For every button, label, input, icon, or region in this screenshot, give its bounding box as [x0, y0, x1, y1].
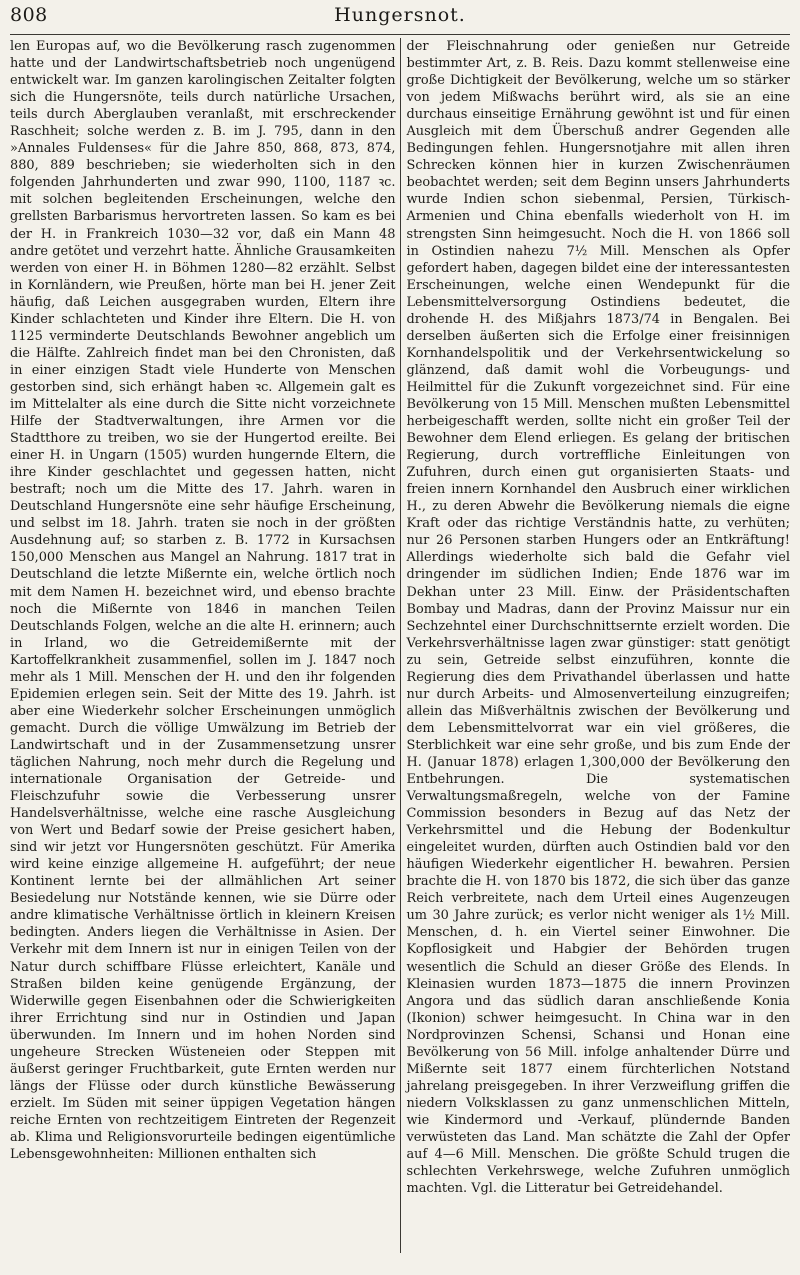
- text-columns: [10, 38, 790, 1253]
- left-column: [10, 38, 400, 1253]
- page-number: 808: [10, 4, 48, 26]
- left-column-text: len Europas auf, wo die Bevölkerung rasch zugenommen hatte und der Landwirtschaftsbetrieb noch ungenügend entwickelt war. Im ganzen karolingischen Zeitalter folgten sich die Hungersnöte, teils durch natürliche Ursachen, teils durch Aberglauben veranlaßt, mit erschreckender Raschheit; solche werden z. B. im J. 795, dann in den »Annales Fuldenses« für die Jahre 850, 868, 873, 874, 880, 889 beschrieben; sie wiederholten sich in den folgenden Jahrhunderten und zwar 990, 1100, 1187 ꝛc. mit solchen begleitenden Erscheinungen, welche den grellsten Barbarismus hervortreten lassen. So kam es bei der H. in Frankreich 1030—32 vor, daß ein Mann 48 andre getötet und verzehrt hatte. Ähnliche Grausamkeiten werden von einer H. in Böhmen 1280—82 erzählt. Selbst in Kornländern, wie Preußen, hörte man bei H. jener Zeit häufig, daß Leichen ausgegraben wurden, Eltern ihre Kinder schlachteten und Kinder ihre Eltern. Die H. von 1125 verminderte Deutschlands Bewohner angeblich um die Hälfte. Zahlreich findet man bei den Chronisten, daß in einer einzigen Stadt viele Hunderte von Menschen gestorben sind, sich erhängt haben ꝛc. Allgemein galt es im Mittelalter als eine durch die Sitte nicht vorzeichnete Hilfe der Stadtverwaltungen, ihre Armen vor die Stadtthore zu treiben, wo sie der Hungertod ereilte. Bei einer H. in Ungarn (1505) wurden hungernde Eltern, die ihre Kinder geschlachtet und gegessen hatten, nicht bestraft; noch um die Mitte des 17. Jahrh. waren in Deutschland Hungersnöte eine sehr häufige Erscheinung, und selbst im 18. Jahrh. traten sie noch in der größten Ausdehnung auf; so starben z. B. 1772 in Kursachsen 150,000 Menschen aus Mangel an Nahrung. 1817 trat in Deutschland die letzte Mißernte ein, welche örtlich noch mit dem Namen H. bezeichnet wird, und ebenso brachte noch die Mißernte von 1846 in manchen Teilen Deutschlands Folgen, welche an die alte H. erinnern; auch in Irland, wo die Getreidemißernte mit der Kartoffelkrankheit zusammenfiel, sollen im J. 1847 noch mehr als 1 Mill. Menschen der H. und den ihr folgenden Epidemien erlegen sein. Seit der Mitte des 19. Jahrh. ist aber eine Wiederkehr solcher Erscheinungen unmöglich gemacht. Durch die völlige Umwälzung im Betrieb der Landwirtschaft und in der Zusammensetzung unsrer täglichen Nahrung, noch mehr durch die Regelung und internationale Organisation der Getreide- und Fleischzufuhr sowie die Verbesserung unsrer Handelsverhältnisse, welche eine rasche Ausgleichung von Wert und Bedarf sowie der Preise gesichert haben, sind wir jetzt vor Hungersnöten geschützt. Für Amerika wird keine einzige allgemeine H. aufgeführt; der neue Kontinent lernte bei der allmählichen Art seiner Besiedelung nur Notstände kennen, wie sie Dürre oder andre klimatische Verhältnisse örtlich in kleinern Kreisen bedingten. Anders liegen die Verhältnisse in Asien. Der Verkehr mit dem Innern ist nur in einigen Teilen von der Natur durch schiffbare Flüsse erleichtert, Kanäle und Straßen bilden keine genügende Ergänzung, der Widerwille gegen Eisenbahnen oder die Schwierigkeiten ihrer Errichtung sind nur in Ostindien und Japan überwunden. Im Innern und im hohen Norden sind ungeheure Strecken Wüsteneien oder Steppen mit äußerst geringer Fruchtbarkeit, gute Ernten werden nur längs der Flüsse oder durch künstliche Bewässerung erzielt. Im Süden mit seiner üppigen Vegetation hängen reiche Ernten von rechtzeitigem Eintreten der Regenzeit ab. Klima und Religionsvorurteile bedingen eigentümliche Lebensgewohnheiten: Millionen enthalten sich: [10, 39, 396, 1163]
- right-column: [401, 38, 791, 1253]
- running-head: Hungersnot.: [334, 4, 466, 26]
- page-header: [10, 0, 790, 35]
- right-column-text: der Fleischnahrung oder genießen nur Getreide bestimmter Art, z. B. Reis. Dazu kommt stellenweise eine große Dichtigkeit der Bevölkerung, welche um so stärker von jedem Mißwachs berührt wird, als sie an eine durchaus einseitige Ernährung gewöhnt ist und für einen Ausgleich mit dem Überschuß andrer Gegenden alle Bedingungen fehlen. Hungersnotjahre mit allen ihren Schrecken können hier in kurzen Zwischenräumen beobachtet werden; seit dem Beginn unsers Jahrhunderts wurde Indien schon siebenmal, Persien, Türkisch-Armenien und China ebenfalls wiederholt von H. im strengsten Sinn heimgesucht. Noch die H. von 1866 soll in Ostindien nahezu 7½ Mill. Menschen als Opfer gefordert haben, dagegen bildet eine der interessantesten Erscheinungen, welche einen Wendepunkt für die Lebensmittelversorgung Ostindiens bedeutet, die drohende H. des Mißjahrs 1873/74 in Bengalen. Bei derselben äußerten sich die Erfolge einer freisinnigen Kornhandelspolitik und der Verkehrsentwickelung so glänzend, daß damit wohl die Vorbeugungs- und Heilmittel für die Zukunft vorgezeichnet sind. Für eine Bevölkerung von 15 Mill. Menschen mußten Lebensmittel herbeigeschafft werden, sollte nicht ein großer Teil der Bewohner dem Elend erliegen. Es gelang der britischen Regierung, durch vortreffliche Einleitungen von Zufuhren, durch einen gut organisierten Staats- und freien innern Kornhandel den Ausbruch einer wirklichen H., zu deren Abwehr die Bevölkerung niemals die eigne Kraft oder das richtige Verständnis hatte, zu verhüten; nur 26 Personen starben Hungers oder an Entkräftung! Allerdings wiederholte sich bald die Gefahr viel dringender im südlichen Indien; Ende 1876 war im Dekhan unter 23 Mill. Einw. der Präsidentschaften Bombay und Madras, dann der Provinz Maissur nur ein Sechzehntel einer Durchschnittsernte erzielt worden. Die Verkehrsverhältnisse lagen zwar günstiger: statt genötigt zu sein, Getreide selbst einzuführen, konnte die Regierung dies dem Privathandel überlassen und hatte nur durch Arbeits- und Almosenverteilung einzugreifen; allein das Mißverhältnis zwischen der Bevölkerung und dem Lebensmittelvorrat war ein viel größeres, die Sterblichkeit war eine sehr große, und bis zum Ende der H. (Januar 1878) erlagen 1,300,000 der Bevölkerung den Entbehrungen. Die systematischen Verwaltungsmaßregeln, welche von der Famine Commission besonders in Bezug auf das Netz der Verkehrsmittel und die Hebung der Bodenkultur eingeleitet wurden, dürften auch Ostindien bald vor den häufigen Wiederkehr eigentlicher H. bewahren. Persien brachte die H. von 1870 bis 1872, die sich über das ganze Reich verbreitete, nach dem Urteil eines Augenzeugen um 30 Jahre zurück; es verlor nicht weniger als 1½ Mill. Menschen, d. h. ein Viertel seiner Einwohner. Die Kopflosigkeit und Habgier der Behörden trugen wesentlich die Schuld an dieser Größe des Elends. In Kleinasien wurden 1873—1875 die innern Provinzen Angora und das südlich daran anschließende Konia (Ikonion) schwer heimgesucht. In China war in den Nordprovinzen Schensi, Schansi und Honan eine Bevölkerung von 56 Mill. infolge anhaltender Dürre und Mißernte seit 1877 einem fürchterlichen Notstand jahrelang preisgegeben. In ihrer Verzweiflung griffen die niedern Volksklassen zu ganz unmenschlichen Mitteln, wie Kindermord und -Verkauf, plündernde Banden verwüsteten das Land. Man schätzte die Zahl der Opfer auf 4—6 Mill. Menschen. Die größte Schuld trugen die schlechten Verkehrswege, welche Zufuhren unmöglich machten. Vgl. die Litteratur bei Getreidehandel.: [406, 39, 790, 1197]
